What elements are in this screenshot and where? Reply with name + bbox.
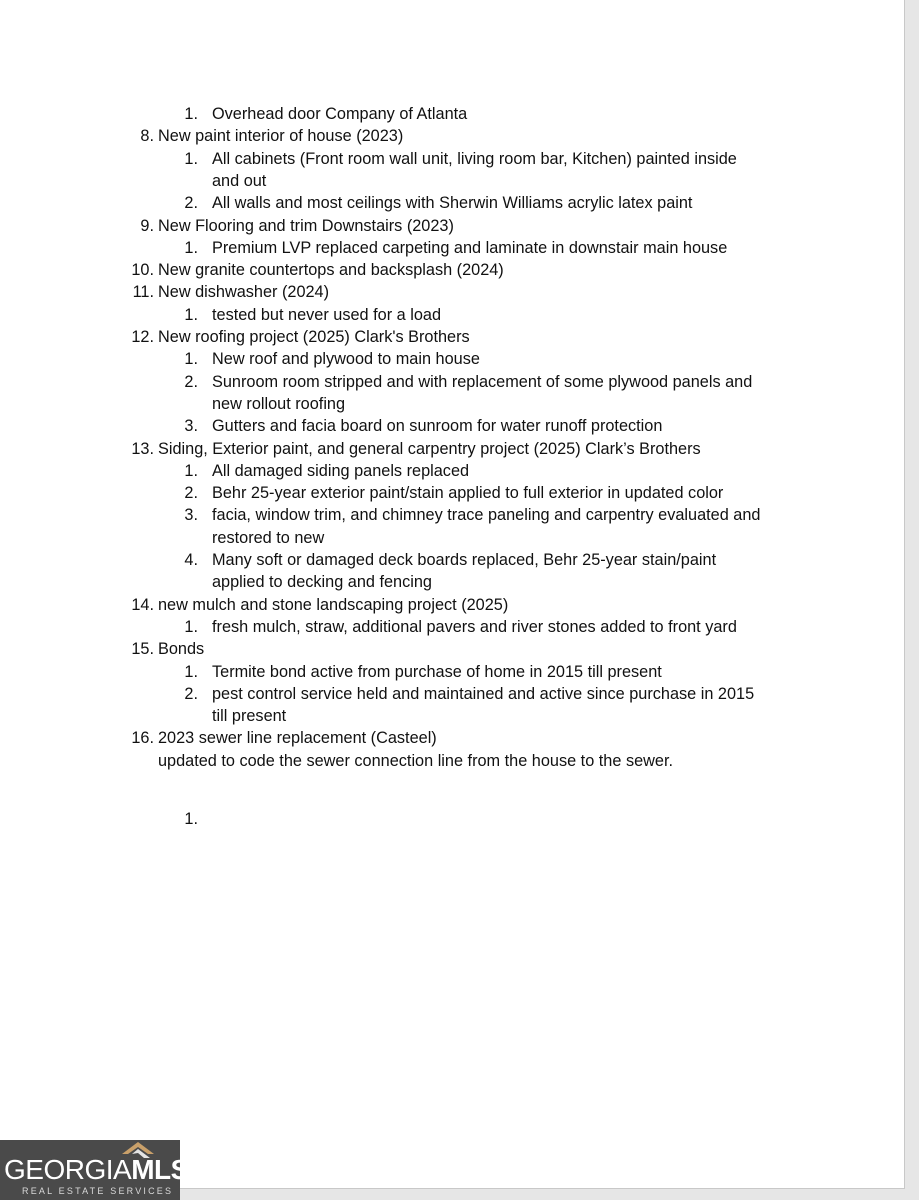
logo-brand-accent: MLS <box>131 1154 189 1185</box>
list-number: 9. <box>140 216 154 235</box>
list-number: 1. <box>184 461 198 480</box>
list-text: Overhead door Company of Atlanta <box>212 105 468 123</box>
list-text: Sunroom room stripped and with replacement of some plywood panels and <box>212 372 753 391</box>
list-text: New Flooring and trim Downstairs (2023) <box>158 216 454 235</box>
list-text: updated to code the sewer connection line from the house to the sewer. <box>158 751 673 770</box>
list-text: New roofing project (2025) Clark's Brothers <box>158 328 470 346</box>
list-text: New roof and plywood to main house <box>212 350 480 369</box>
list-number: 16. <box>131 729 154 748</box>
list-number: 2. <box>184 484 198 503</box>
list-number: 8. <box>140 127 154 146</box>
list-text: Behr 25-year exterior paint/stain applied to full exterior in updated color <box>212 484 724 503</box>
list-text: New granite countertops and backsplash (2024) <box>158 261 504 280</box>
list-text: Siding, Exterior paint, and general carpentry project (2025) Clark’s Brothers <box>158 439 701 458</box>
list-text: Many soft or damaged deck boards replaced, Behr 25-year stain/paint <box>212 551 717 569</box>
list-text: All cabinets (Front room wall unit, living room bar, Kitchen) painted inside <box>212 149 737 168</box>
list-number: 3. <box>184 417 198 436</box>
list-text: tested but never used for a load <box>212 305 441 324</box>
list-text: fresh mulch, straw, additional pavers and river stones added to front yard <box>212 617 737 636</box>
list-number: 1. <box>184 810 198 828</box>
list-text: facia, window trim, and chimney trace paneling and carpentry evaluated and <box>212 506 761 525</box>
list-number: 2. <box>184 372 198 391</box>
list-text: Gutters and facia board on sunroom for water runoff protection <box>212 417 663 436</box>
list-text: pest control service held and maintained and active since purchase in 2015 <box>212 684 755 703</box>
list-number: 3. <box>184 506 198 525</box>
list-number: 1. <box>184 238 198 257</box>
list-text: Termite bond active from purchase of home in 2015 till present <box>212 662 662 681</box>
list-number: 1. <box>184 662 198 681</box>
list-number: 2. <box>184 194 198 213</box>
list-number: 12. <box>131 328 154 346</box>
list-number: 13. <box>131 439 154 458</box>
list-text: All walls and most ceilings with Sherwin Williams acrylic latex paint <box>212 194 693 213</box>
list-number: 1. <box>184 149 198 168</box>
list-number: 4. <box>184 551 198 569</box>
list-number: 15. <box>131 640 154 659</box>
list-number: 14. <box>131 595 154 614</box>
logo-brand-main: GEORGIA <box>4 1154 132 1185</box>
list-text: All damaged siding panels replaced <box>212 461 470 480</box>
logo-wordmark <box>4 1155 189 1185</box>
logo-tagline: REAL ESTATE SERVICES <box>22 1186 174 1196</box>
list-text: New paint interior of house (2023) <box>158 127 404 146</box>
list-text: Bonds <box>158 640 205 659</box>
list-number: 10. <box>131 261 154 280</box>
georgia-mls-logo <box>0 1140 189 1200</box>
list-text: 2023 sewer line replacement (Casteel) <box>158 729 437 748</box>
list-number: 1. <box>184 105 198 123</box>
list-text: Premium LVP replaced carpeting and laminate in downstair main house <box>212 238 728 257</box>
list-text: restored to new <box>212 528 325 547</box>
list-number: 11. <box>132 283 154 302</box>
list-text: till present <box>212 707 287 726</box>
list-number: 1. <box>184 350 198 369</box>
list-text: applied to decking and fencing <box>212 573 432 592</box>
list-number: 1. <box>184 617 198 636</box>
list-text: new rollout roofing <box>212 394 346 413</box>
list-number: 1. <box>184 305 198 324</box>
list-text: new mulch and stone landscaping project (2025) <box>158 595 509 614</box>
list-text: New dishwasher (2024) <box>158 283 330 302</box>
list-number: 2. <box>184 684 198 703</box>
list-text: and out <box>212 171 267 190</box>
